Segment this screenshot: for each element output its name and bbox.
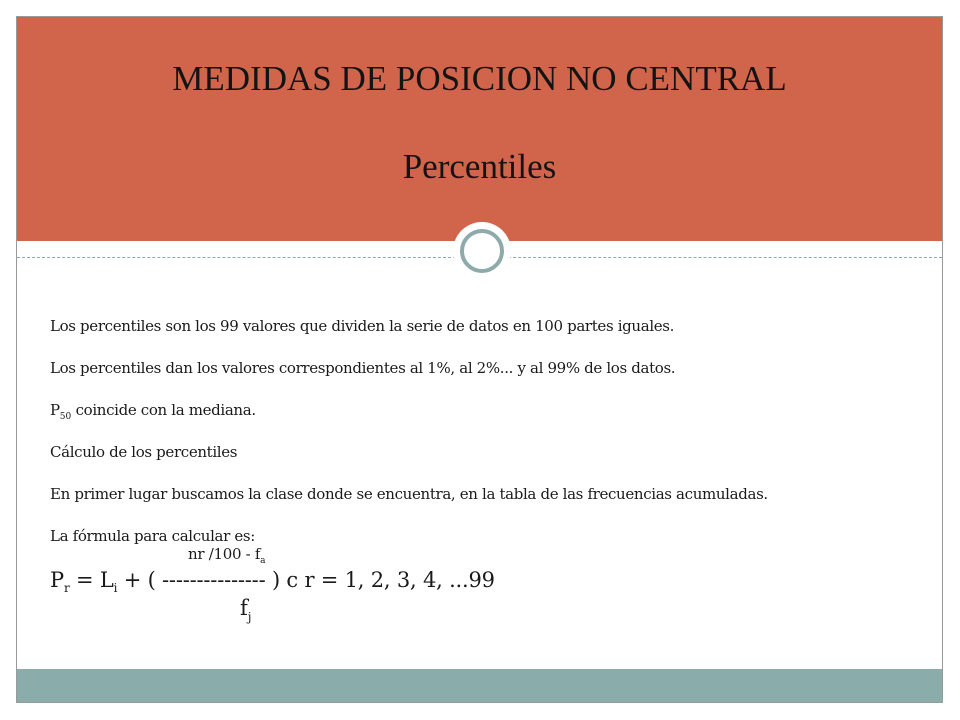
formula-lhs-subscript: r bbox=[63, 581, 70, 595]
paragraph-percent-values: Los percentiles dan los valores correspondientes al 1%, al 2%... y al 99% de los datos. bbox=[50, 359, 676, 377]
formula-denominator-subscript: j bbox=[247, 610, 252, 624]
p50-symbol: P bbox=[50, 401, 60, 419]
footer-band bbox=[17, 669, 942, 702]
paragraph-definition: Los percentiles son los 99 valores que dividen la serie de datos en 100 partes iguales. bbox=[50, 317, 675, 335]
p50-text: coincide con la mediana. bbox=[71, 401, 256, 419]
paragraph-first-step: En primer lugar buscamos la clase donde se encuentra, en la tabla de las frecuencias acumuladas. bbox=[50, 485, 768, 503]
slide-title: MEDIDAS DE POSICION NO CENTRAL bbox=[172, 59, 787, 98]
formula-numerator-subscript: a bbox=[260, 556, 266, 566]
title-band bbox=[17, 17, 942, 241]
paragraph-formula-intro: La fórmula para calcular es: bbox=[50, 527, 255, 545]
ring-icon-inner bbox=[460, 229, 504, 273]
formula-equals-L: = L bbox=[69, 568, 114, 592]
formula-rhs: + ( --------------- ) c r = 1, 2, 3, 4, ...99 bbox=[117, 568, 495, 592]
ring-icon bbox=[453, 222, 511, 280]
formula-denominator bbox=[240, 596, 252, 626]
slide-subtitle: Percentiles bbox=[402, 147, 557, 186]
formula-denominator-text: f bbox=[240, 596, 248, 620]
formula-main-line bbox=[50, 567, 495, 601]
p50-subscript: 50 bbox=[59, 412, 72, 422]
formula-numerator-text: nr /100 - f bbox=[188, 545, 261, 563]
slide bbox=[16, 16, 943, 703]
paragraph-p50-median bbox=[50, 401, 256, 426]
formula-lhs-symbol: P bbox=[50, 568, 64, 592]
formula-L-subscript: i bbox=[113, 581, 118, 595]
paragraph-heading-calculation: Cálculo de los percentiles bbox=[50, 443, 238, 461]
